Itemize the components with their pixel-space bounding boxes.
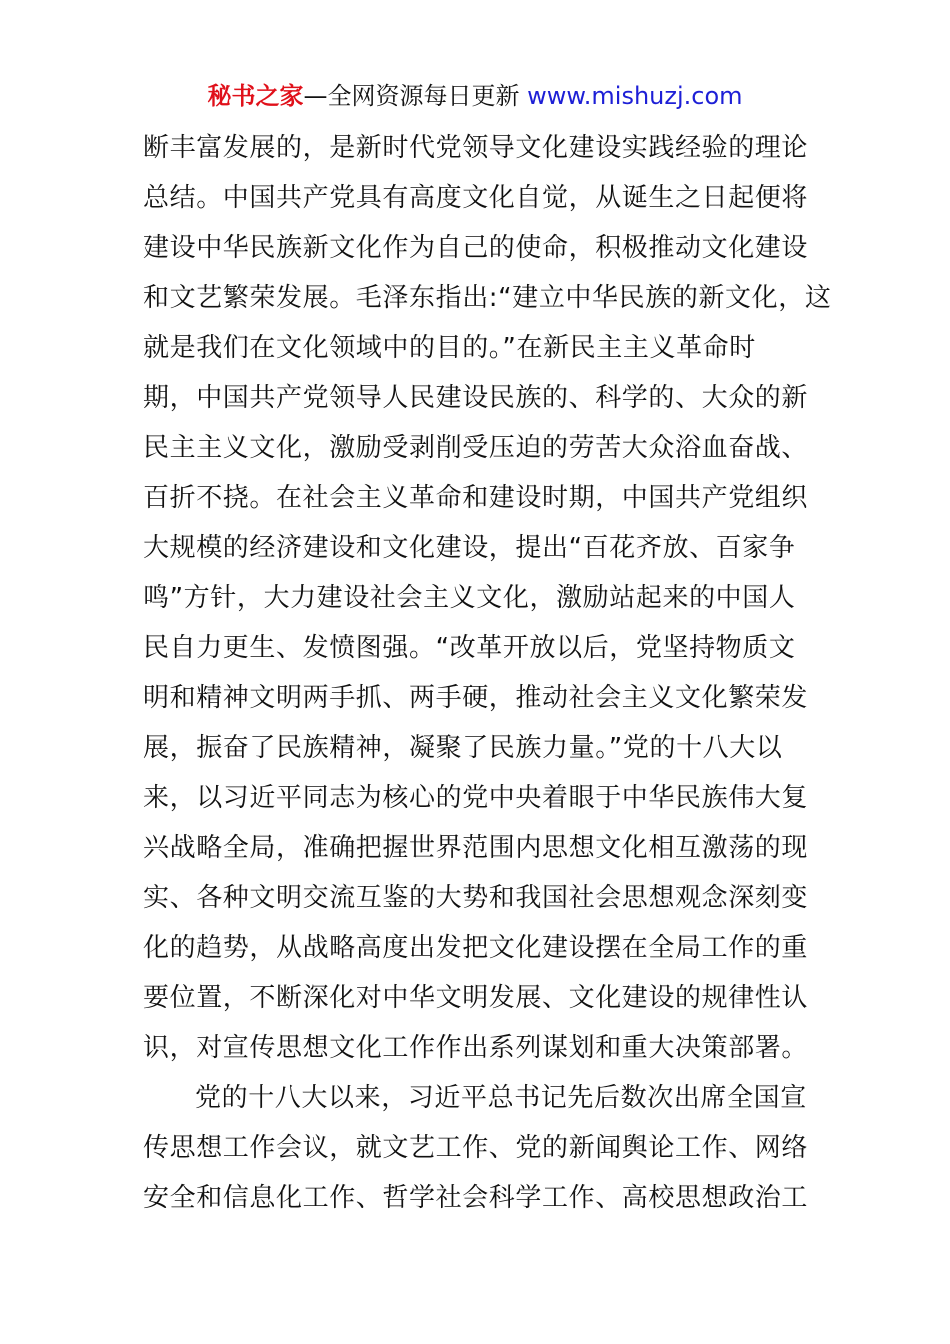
- text-line: 兴战略全局，准确把握世界范围内思想文化相互激荡的现: [143, 833, 809, 863]
- text-line: 和文艺繁荣发展。毛泽东指出:“建立中华民族的新文化，这: [143, 283, 832, 313]
- text-line: 传思想工作会议，就文艺工作、党的新闻舆论工作、网络: [143, 1133, 809, 1163]
- site-name: 秘书之家: [207, 82, 304, 110]
- document-body: [143, 123, 832, 1223]
- text-line: 来，以习近平同志为核心的党中央着眼于中华民族伟大复: [143, 783, 809, 813]
- text-line: 要位置，不断深化对中华文明发展、文化建设的规律性认: [143, 983, 809, 1013]
- text-line: 明和精神文明两手抓、两手硬，推动社会主义文化繁荣发: [143, 683, 809, 713]
- text-line: 断丰富发展的，是新时代党领导文化建设实践经验的理论: [143, 133, 809, 163]
- text-line: 实、各种文明交流互鉴的大势和我国社会思想观念深刻变: [143, 883, 809, 913]
- text-line: 大规模的经济建设和文化建设，提出“百花齐放、百家争: [143, 533, 796, 563]
- text-line: 总结。中国共产党具有高度文化自觉，从诞生之日起便将: [143, 183, 809, 213]
- text-line: 识，对宣传思想文化工作作出系列谋划和重大决策部署。: [143, 1033, 809, 1063]
- site-slogan: —全网资源每日更新: [303, 82, 528, 110]
- site-header: [0, 80, 950, 112]
- paragraph-first-line: 党的十八大以来，习近平总书记先后数次出席全国宣: [195, 1083, 807, 1113]
- text-line: 安全和信息化工作、哲学社会科学工作、高校思想政治工: [143, 1183, 809, 1213]
- text-line: 展，振奋了民族精神，凝聚了民族力量。”党的十八大以: [143, 733, 783, 763]
- text-line: 就是我们在文化领域中的目的。”在新民主主义革命时: [143, 333, 756, 363]
- text-line: 鸣”方针，大力建设社会主义文化，激励站起来的中国人: [143, 583, 796, 613]
- text-line: 建设中华民族新文化作为自己的使命，积极推动文化建设: [143, 233, 809, 263]
- text-line: 民主主义文化，激励受剥削受压迫的劳苦大众浴血奋战、: [143, 433, 809, 463]
- text-line: 化的趋势，从战略高度出发把文化建设摆在全局工作的重: [143, 933, 809, 963]
- site-url-link[interactable]: www.mishuzj.com: [527, 82, 743, 110]
- text-line: 民自力更生、发愤图强。“改革开放以后，党坚持物质文: [143, 633, 796, 663]
- text-line: 期，中国共产党领导人民建设民族的、科学的、大众的新: [143, 383, 809, 413]
- text-line: 百折不挠。在社会主义革命和建设时期，中国共产党组织: [143, 483, 809, 513]
